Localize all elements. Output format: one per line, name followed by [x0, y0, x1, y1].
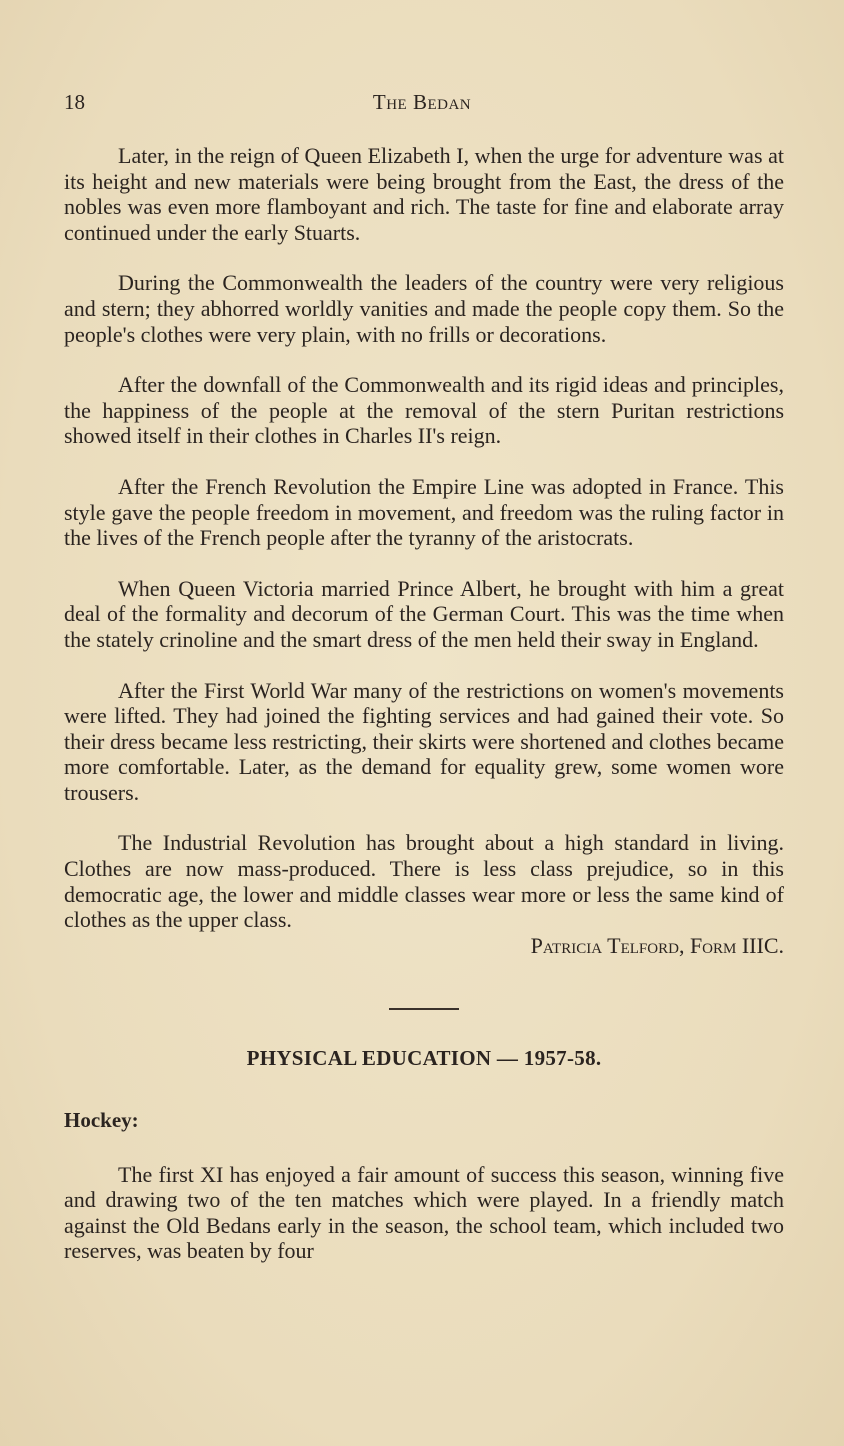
- section-subheading: Hockey:: [64, 1108, 139, 1133]
- page-header: [64, 90, 780, 120]
- paragraph: The Industrial Revolution has brought about a high standard in living. Clothes are now mass-produced. There is less class prejudice, so in this democratic age, the lower and middle classes wear more or less the same kind of clothes as the upper class.: [64, 830, 784, 933]
- page-number: 18: [64, 90, 85, 114]
- paragraph: After the First World War many of the restrictions on women's movements were lifted. They had joined the fighting services and had gained their vote. So their dress became less restricting, their skirts were shortened and clothes became more comfortable. Later, as the demand for equality grew, some women wore trousers.: [64, 677, 784, 805]
- paragraph: The first XI has enjoyed a fair amount of success this season, winning five and drawing two of the ten matches which were played. In a friendly match against the Old Bedans early in the season, the school team, which included two reserves, was beaten by four: [64, 1161, 784, 1264]
- author-signature: Patricia Telford, Form IIIC.: [530, 932, 784, 958]
- author-name: Patricia Telford: [530, 932, 679, 958]
- paragraph: After the downfall of the Commonwealth and its rigid ideas and principles, the happiness of the people at the removal of the stern Puritan restrictions showed itself in their clothes in Charles II's reign.: [64, 372, 784, 449]
- paragraph: During the Commonwealth the leaders of the country were very religious and stern; they abhorred worldly vanities and made the people copy them. So the people's clothes were very plain, with no frills or decorations.: [64, 270, 784, 347]
- author-form: Form IIIC.: [689, 932, 784, 958]
- paragraph: After the French Revolution the Empire Line was adopted in France. This style gave the people freedom in movement, and freedom was the ruling factor in the lives of the French people after the tyranny of the aristocrats.: [64, 473, 784, 551]
- section-divider: [389, 1008, 459, 1010]
- paragraph: Later, in the reign of Queen Elizabeth I, when the urge for adventure was at its height and new materials were being brought from the East, the dress of the nobles was even more flamboyant and rich. The taste for fine and elaborate array continued under the early Stuarts.: [64, 143, 784, 245]
- running-title: The Bedan: [372, 90, 472, 114]
- page-body: [64, 143, 784, 1289]
- section-title: PHYSICAL EDUCATION — 1957-58.: [246, 1046, 602, 1071]
- paragraph: When Queen Victoria married Prince Albert, he brought with him a great deal of the formality and decorum of the German Court. This was the time when the stately crinoline and the smart dress of the men held their sway in England.: [64, 575, 784, 652]
